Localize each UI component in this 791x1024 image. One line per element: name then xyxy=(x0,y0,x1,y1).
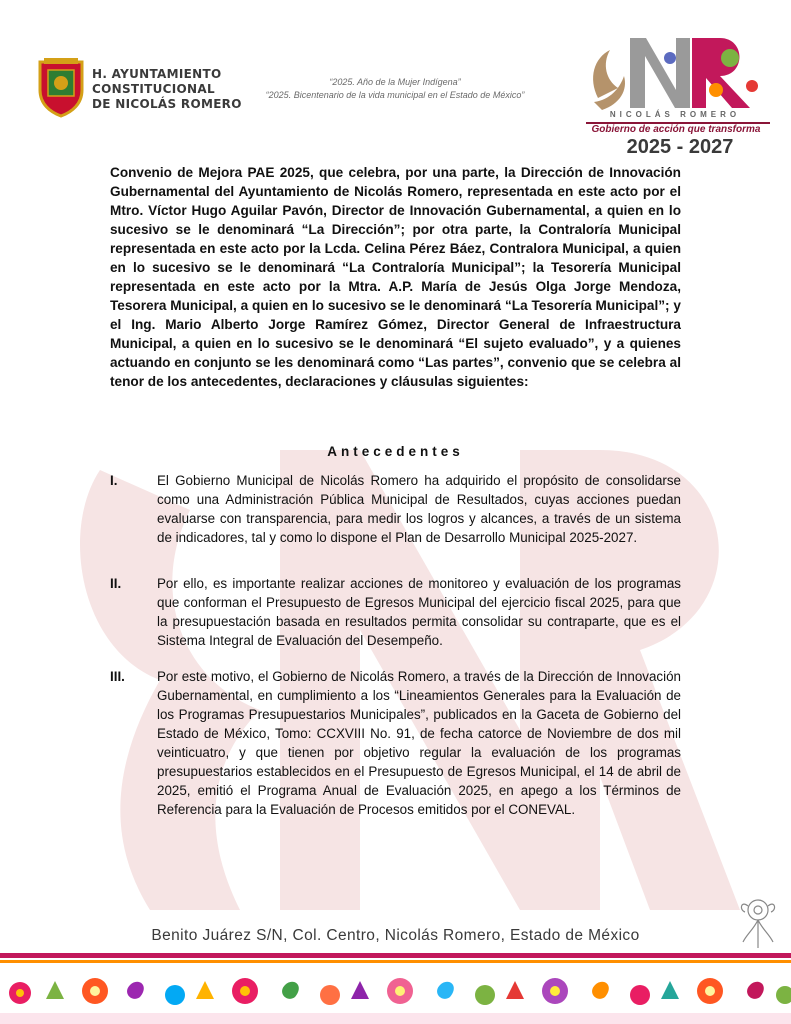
ayuntamiento-line-3: DE NICOLÁS ROMERO xyxy=(92,97,242,111)
motto-2: “2025. Bicentenario de la vida municipal en el Estado de México” xyxy=(265,90,525,100)
item-text: Por ello, es importante realizar acciones de monitoreo y evaluación de los programas que conforman el Presupuesto de Egresos Municipal del ejercicio fiscal 2025, para que la presupuestación basada en resultados permita consolidar su contraparte, que es el Sistema Integral de Evaluación del Desempeño. xyxy=(157,576,681,648)
coat-of-arms-logo xyxy=(34,56,88,118)
item-number: III. xyxy=(110,669,125,684)
administration-years: 2025 - 2027 xyxy=(626,136,734,158)
agreement-intro-paragraph: Convenio de Mejora PAE 2025, que celebra, por una parte, la Dirección de Innovación Gubernamental del Ayuntamiento de Nicolás Romero, representada en este acto por el Mtro. Víctor Hugo Aguilar Pavón, Director de Innovación Gubernamental, a quien en lo sucesivo se le denominará “La Dirección”; por otra parte, la Contraloría Municipal representada en este acto por la Lcda. Celina Pérez Báez, Contralora Municipal, a quien en lo sucesivo se le denominará “La Contraloría Municipal”; la Tesorería Municipal representada en este acto por la Mtra. A.P. María de Jesús Olga Jorge Mendoza, Tesorera Municipal, a quien en lo sucesivo se le denominará “La Tesorería Municipal”; y el Ing. Mario Alberto Jorge Ramírez Gómez, Director General de Infraestructura Municipal, a quien en lo sucesivo se le denominará “El sujeto evaluado”, y a quienes actuando en conjunto se les denominará como “Las partes”, convenio que se celebra al tenor de los antecedentes, declaraciones y cláusulas siguientes: xyxy=(110,165,681,389)
ayuntamiento-name xyxy=(92,67,242,112)
antecedent-item-2 xyxy=(110,574,681,650)
antecedent-item-3 xyxy=(110,667,681,819)
logo-subtitle: NICOLÁS ROMERO xyxy=(609,110,741,119)
ayuntamiento-line-2: CONSTITUCIONAL xyxy=(92,82,215,96)
nr-watermark xyxy=(40,350,760,950)
ayuntamiento-line-1: H. AYUNTAMIENTO xyxy=(92,67,222,81)
year-mottos xyxy=(230,76,560,102)
item-number: II. xyxy=(110,576,122,591)
item-text: Por este motivo, el Gobierno de Nicolás Romero, a través de la Dirección de Innovación Gubernamental, en cumplimiento a los “Lineamientos Generales para la Evaluación de los Programas Presupuestarios Municipales”, publicados en la Gaceta de Gobierno del Estado de México, Tomo: CCXVIII No. 91, de fecha catorce de Noviembre de dos mil veinticuatro, y que tienen por objetivo regular la evaluación de los programas presupuestarios establecidos en el Presupuesto de Egresos Municipal, el 14 de abril de 2025, emitió el Programa Anual de Evaluación 2025, en apego a los Términos de Referencia para la Evaluación de Procesos emitidos por el CONEVAL. xyxy=(157,669,681,817)
item-number: I. xyxy=(110,473,118,488)
footer-address: Benito Juárez S/N, Col. Centro, Nicolás Romero, Estado de México xyxy=(151,927,640,944)
antecedent-item-1 xyxy=(110,471,681,547)
government-slogan: Gobierno de acción que transforma xyxy=(591,124,761,135)
motto-1: “2025. Año de la Mujer Indígena” xyxy=(329,77,461,87)
item-text: El Gobierno Municipal de Nicolás Romero ha adquirido el propósito de consolidarse como una Administración Pública Municipal de Resultados, cuyas acciones puedan evaluarse con transparencia, para medir los logros y alcances, a través de un sistema de indicadores, tal y como lo dispone el Plan de Desarrollo Municipal 2025-2027. xyxy=(157,473,681,545)
section-heading-antecedentes: Antecedentes xyxy=(327,444,464,459)
decorative-floral-band xyxy=(0,951,791,1024)
